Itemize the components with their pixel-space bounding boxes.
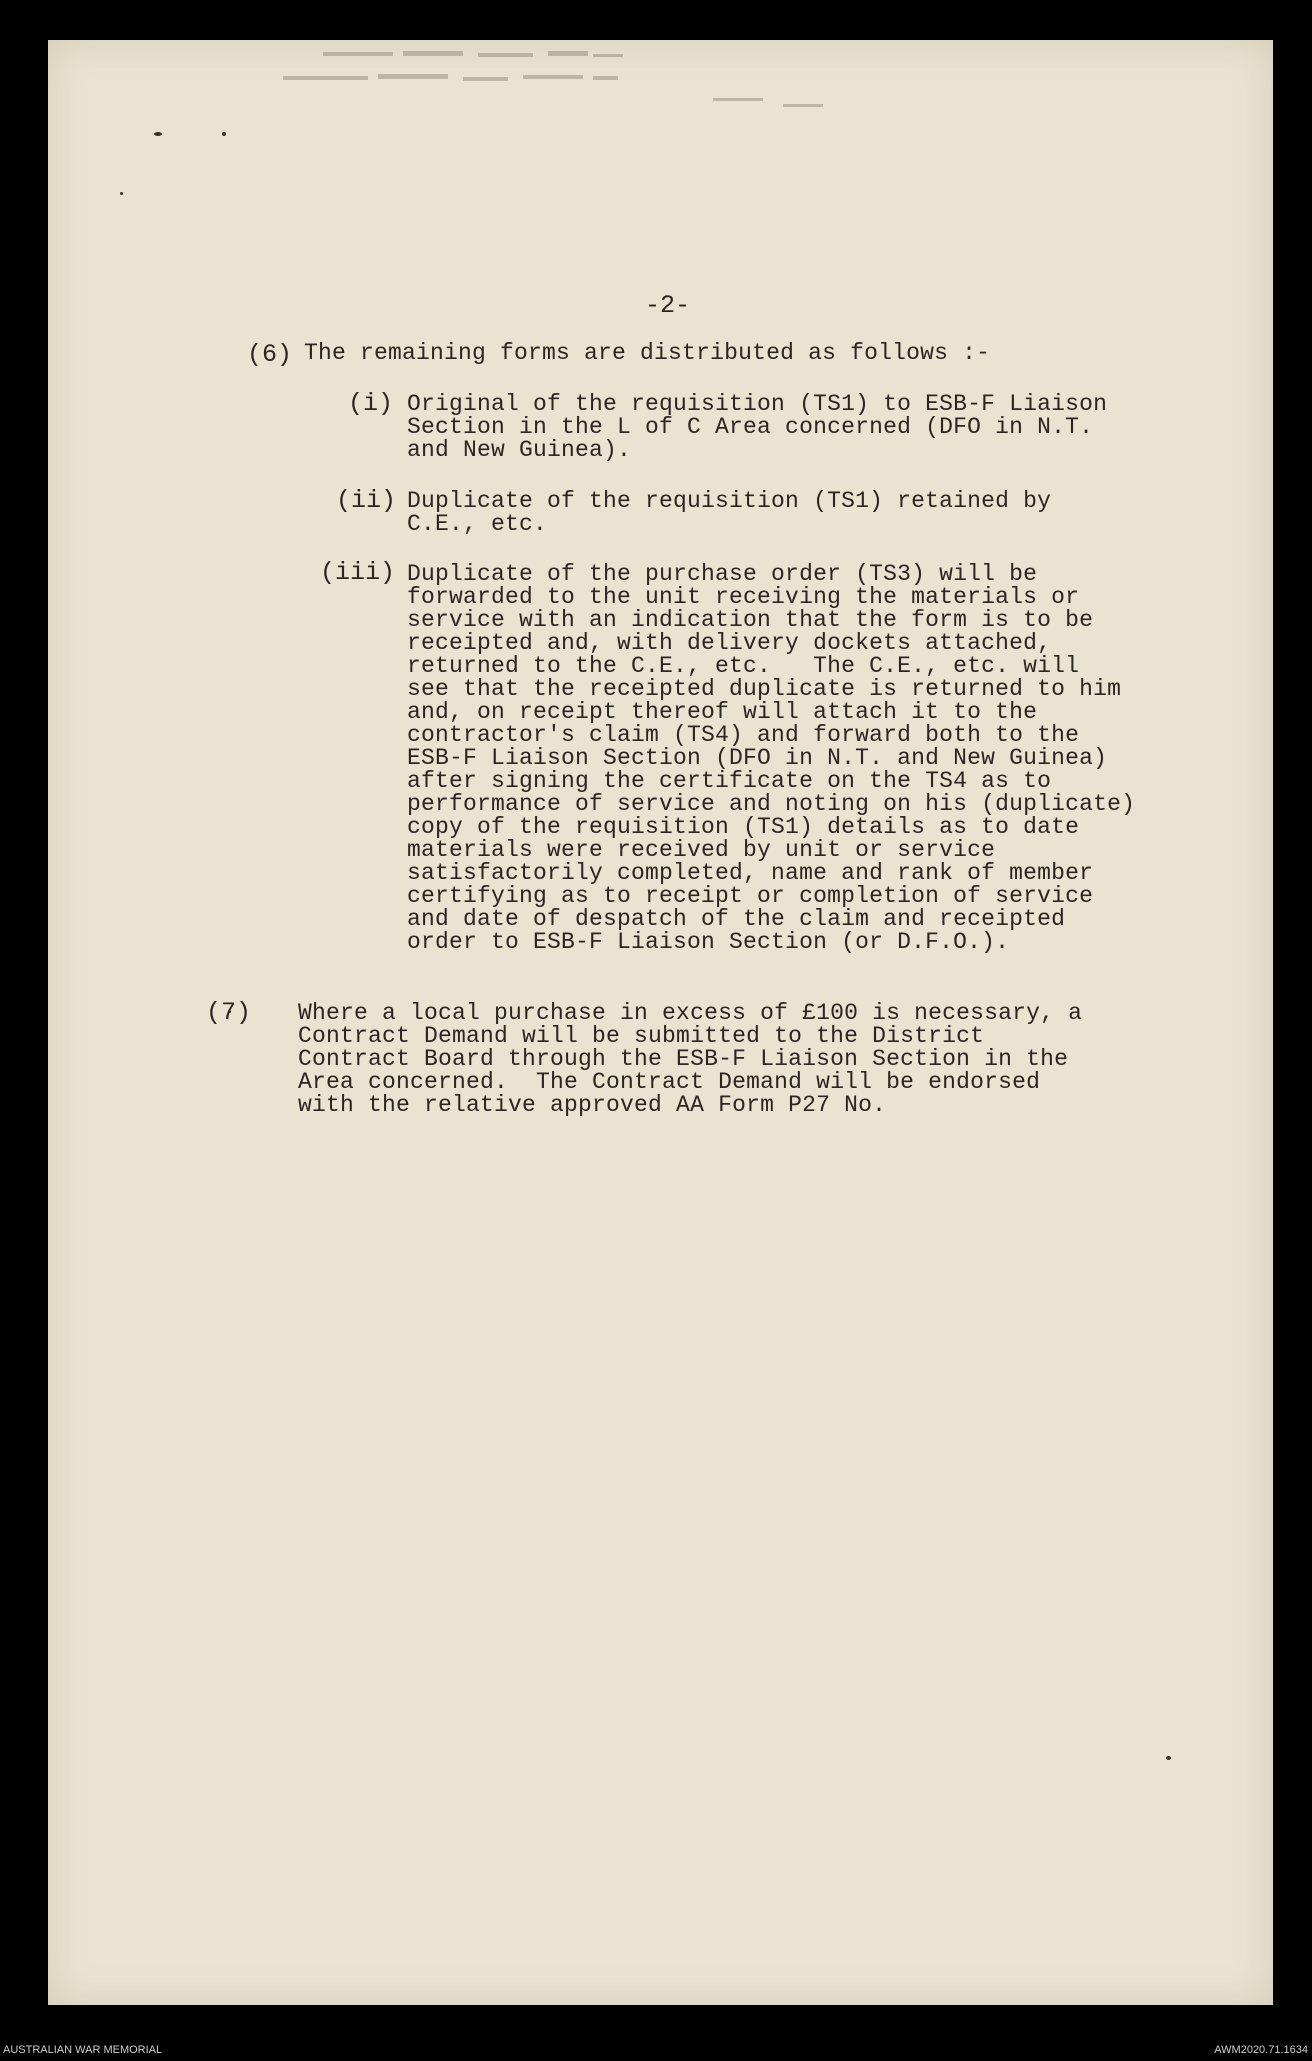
item-line: receipted and, with delivery dockets attached, xyxy=(407,630,1052,656)
item-line: service with an indication that the form is to be xyxy=(407,607,1094,633)
footer-institution: AUSTRALIAN WAR MEMORIAL xyxy=(3,2044,163,2056)
item-line: Duplicate of the requisition (TS1) retained by xyxy=(407,488,1052,514)
item-line: C.E., etc. xyxy=(407,511,548,537)
item-line: materials were received by unit or service xyxy=(407,837,996,863)
ink-speck xyxy=(120,192,123,195)
paragraph-7-line: with the relative approved AA Form P27 No. xyxy=(298,1092,887,1118)
item-line: and, on receipt thereof will attach it to the xyxy=(407,699,1038,725)
item-line: see that the receipted duplicate is returned to him xyxy=(407,676,1122,702)
item-line: order to ESB-F Liaison Section (or D.F.O.). xyxy=(407,929,1010,955)
paragraph-7-line: Contract Demand will be submitted to the District xyxy=(298,1023,985,1049)
item-line: copy of the requisition (TS1) details as to date xyxy=(407,814,1080,840)
item-line: and New Guinea). xyxy=(407,437,632,463)
item-line: ESB-F Liaison Section (DFO in N.T. and New Guinea) xyxy=(407,745,1108,771)
item-line: Original of the requisition (TS1) to ESB-F Liaison xyxy=(407,391,1108,417)
item-line: after signing the certificate on the TS4 as to xyxy=(407,768,1052,794)
paragraph-7-line: Where a local purchase in excess of £100 is necessary, a xyxy=(298,1000,1083,1026)
paragraph-7-line: Area concerned. The Contract Demand will be endorsed xyxy=(298,1069,1041,1095)
document-page xyxy=(48,40,1273,2005)
item-line: contractor's claim (TS4) and forward both to the xyxy=(407,722,1080,748)
item-number: (ii) xyxy=(336,486,397,515)
item-number: (iii) xyxy=(320,558,396,587)
item-line: returned to the C.E., etc. The C.E., etc. will xyxy=(407,653,1080,679)
ink-speck xyxy=(1166,1756,1171,1760)
show-through-text-marks xyxy=(283,46,883,121)
ink-speck xyxy=(154,132,162,136)
item-line: satisfactorily completed, name and rank of member xyxy=(407,860,1094,886)
paragraph-7-line: Contract Board through the ESB-F Liaison Section in the xyxy=(298,1046,1069,1072)
item-line: and date of despatch of the claim and receipted xyxy=(407,906,1066,932)
paragraph-number: (7) xyxy=(206,998,252,1027)
paragraph-number: (6) xyxy=(247,340,293,369)
item-line: Section in the L of C Area concerned (DFO in N.T. xyxy=(407,414,1094,440)
paragraph-6-intro: The remaining forms are distributed as follows :- xyxy=(304,340,991,366)
item-line: certifying as to receipt or completion of service xyxy=(407,883,1094,909)
page-number: -2- xyxy=(645,291,691,320)
footer-accession-number: AWM2020.71.1634 xyxy=(1214,2044,1308,2056)
item-number: (i) xyxy=(348,389,394,418)
ink-speck xyxy=(222,132,226,136)
item-line: Duplicate of the purchase order (TS3) will be xyxy=(407,561,1038,587)
item-line: forwarded to the unit receiving the materials or xyxy=(407,584,1080,610)
item-line: performance of service and noting on his (duplicate) xyxy=(407,791,1136,817)
